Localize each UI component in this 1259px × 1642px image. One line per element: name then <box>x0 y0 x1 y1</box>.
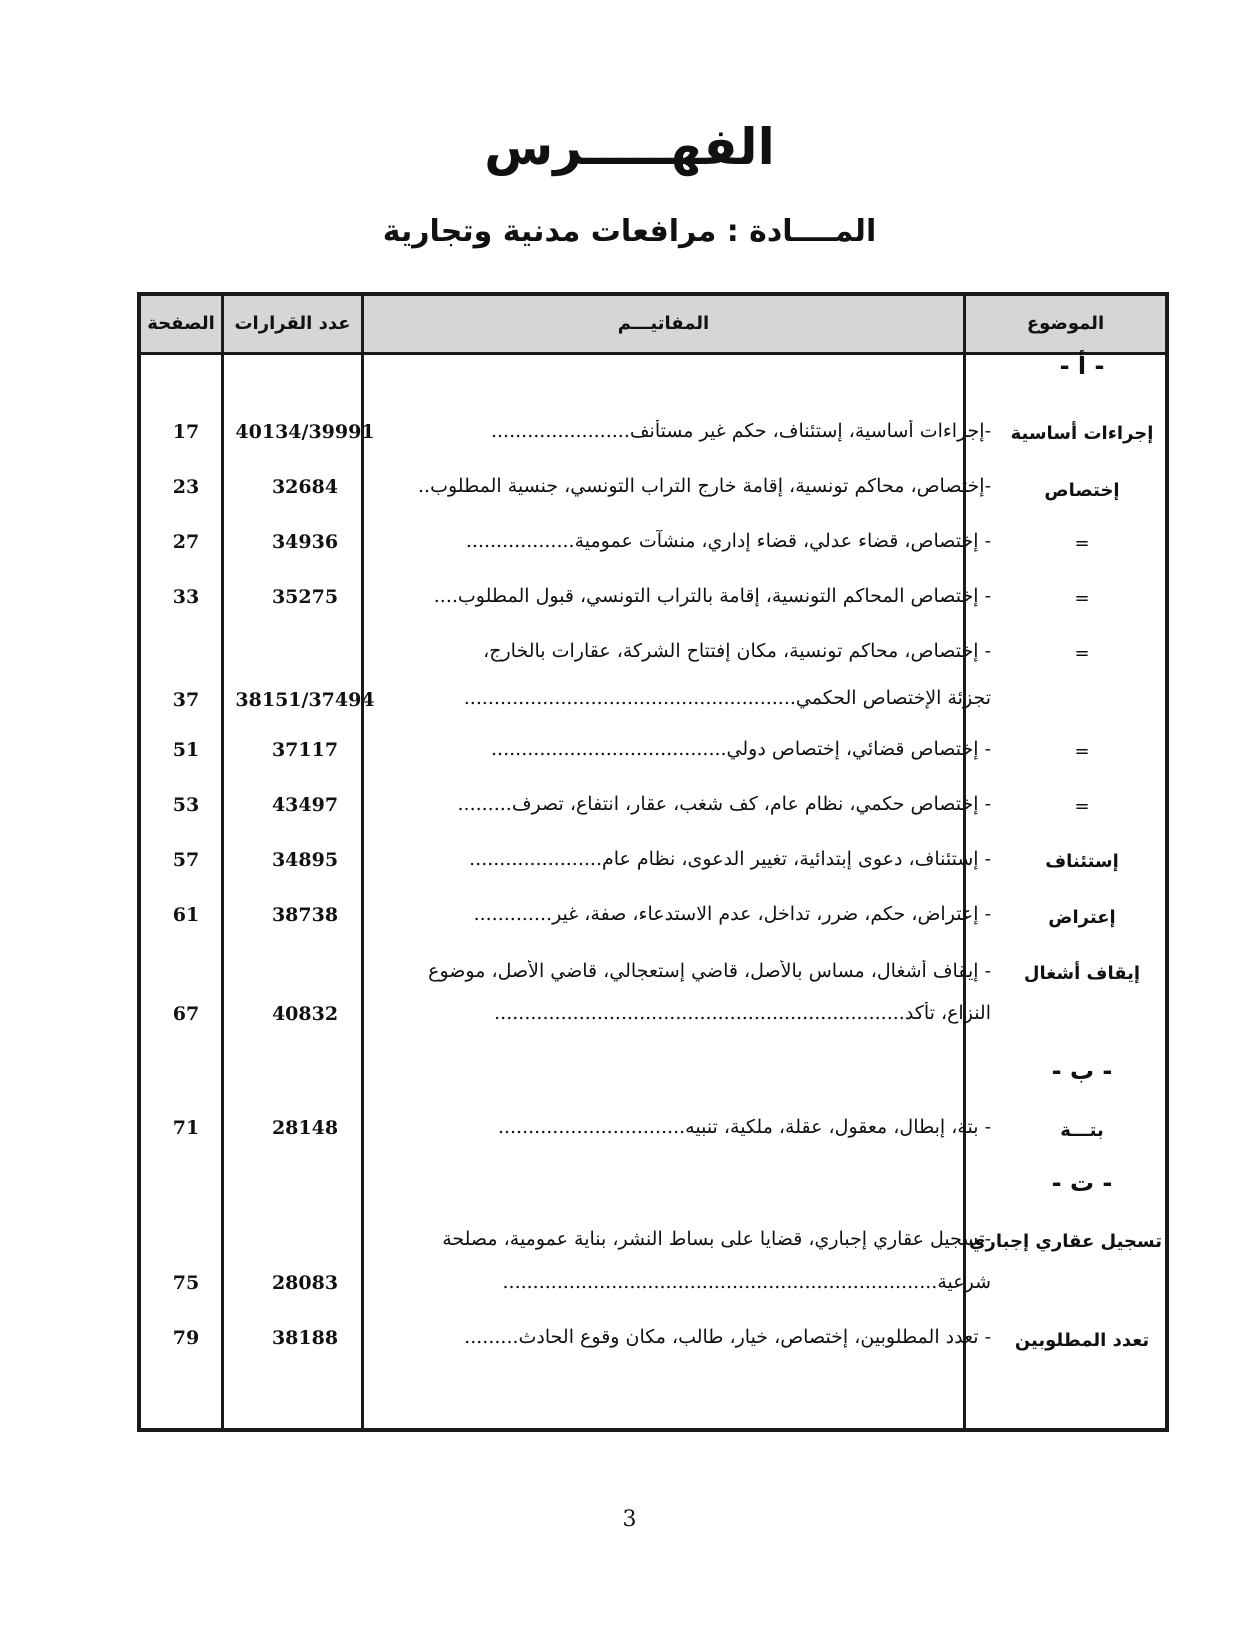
row-topic: إيقاف أشغال <box>1023 963 1141 984</box>
row-keywords-continued: النزاع، تأكد.................................................................... <box>494 1002 991 1024</box>
row-keywords: - إستئناف، دعوى إبتدائية، تغيير الدعوى، نظام عام...................... <box>469 848 991 870</box>
section-letter: - أ - <box>1059 352 1105 380</box>
row-count: 37117 <box>271 739 339 761</box>
header-page: الصفحة <box>147 313 215 334</box>
row-page: 61 <box>172 904 200 926</box>
row-page: 27 <box>172 531 200 553</box>
row-keywords: - إختصاص، قضاء عدلي، قضاء إداري، منشآت عمومية.................. <box>465 530 991 552</box>
row-count: 40832 <box>271 1003 339 1025</box>
row-count: 40134/39991 <box>235 421 375 443</box>
row-count: 28083 <box>271 1272 339 1294</box>
row-topic: = <box>1074 741 1090 762</box>
row-keywords-continued: تجزئة الإختصاص الحكمي....................................................... <box>463 687 991 709</box>
row-count: 38188 <box>271 1327 339 1349</box>
row-page: 17 <box>172 421 200 443</box>
row-keywords: - إختصاص قضائي، إختصاص دولي....................................... <box>491 738 991 760</box>
row-count: 43497 <box>271 794 339 816</box>
row-topic: = <box>1074 643 1090 664</box>
row-keywords: -تسجيل عقاري إجباري، قضايا على بساط النشر، بناية عمومية، مصلحة <box>442 1228 991 1250</box>
row-topic: بتـــة <box>1060 1120 1104 1141</box>
row-page: 33 <box>172 586 200 608</box>
row-page: 51 <box>172 739 200 761</box>
header-keywords: المفاتيـــم <box>617 313 710 334</box>
row-topic: = <box>1074 796 1090 817</box>
row-count: 28148 <box>271 1117 339 1139</box>
subject-heading: المــــادة : مرافعات مدنية وتجارية <box>382 214 877 249</box>
row-keywords: - بتة، إبطال، معقول، عقلة، ملكية، تنبيه............................... <box>497 1116 991 1138</box>
row-keywords: - إختصاص المحاكم التونسية، إقامة بالتراب التونسي، قبول المطلوب.... <box>433 585 991 607</box>
section-letter: - ب - <box>1051 1057 1113 1085</box>
row-keywords: - إعتراض، حكم، ضرر، تداخل، عدم الاستدعاء، صفة، غير............. <box>473 903 991 925</box>
row-page: 67 <box>172 1003 200 1025</box>
row-count: 35275 <box>271 586 339 608</box>
row-topic: إختصاص <box>1044 480 1120 501</box>
row-page: 53 <box>172 794 200 816</box>
row-count: 34895 <box>271 849 339 871</box>
row-topic: = <box>1074 588 1090 609</box>
row-keywords: - تعدد المطلوبين، إختصاص، خيار، طالب، مكان وقوع الحادث......... <box>464 1326 991 1348</box>
row-topic: إعتراض <box>1048 907 1116 928</box>
row-page: 37 <box>172 689 200 711</box>
row-count: 32684 <box>271 476 339 498</box>
row-count: 34936 <box>271 531 339 553</box>
row-page: 23 <box>172 476 200 498</box>
row-page: 79 <box>172 1327 200 1349</box>
row-count: 38738 <box>271 904 339 926</box>
header-topic: الموضوع <box>1026 313 1105 334</box>
row-keywords: - إيقاف أشغال، مساس بالأصل، قاضي إستعجالي، قاضي الأصل، موضوع <box>428 960 991 982</box>
row-count: 38151/37494 <box>235 689 375 711</box>
row-topic: تعدد المطلوبين <box>1014 1330 1150 1351</box>
row-keywords: - إختصاص، محاكم تونسية، مكان إفتتاح الشركة، عقارات بالخارج، <box>483 640 991 662</box>
row-page: 57 <box>172 849 200 871</box>
header-count: عدد القرارات <box>234 313 351 334</box>
row-page: 75 <box>172 1272 200 1294</box>
row-keywords: -إختصاص، محاكم تونسية، إقامة خارج التراب التونسي، جنسية المطلوب.. <box>418 475 991 497</box>
row-topic: إجراءات أساسية <box>1010 423 1154 444</box>
row-topic: تسجيل عقاري إجباري <box>969 1231 1162 1252</box>
page-title: الفهـــــرس <box>484 118 775 176</box>
row-keywords-continued: شرعية........................................................................ <box>502 1271 991 1293</box>
row-keywords: - إختصاص حكمي، نظام عام، كف شغب، عقار، انتفاع، تصرف......... <box>457 793 991 815</box>
row-page: 71 <box>172 1117 200 1139</box>
row-topic: = <box>1074 533 1090 554</box>
row-topic: إستئناف <box>1045 851 1119 872</box>
page-number: 3 <box>622 1507 637 1532</box>
section-letter: - ت - <box>1051 1169 1113 1197</box>
row-keywords: -إجراءات أساسية، إستئناف، حكم غير مستأنف....................... <box>490 420 991 442</box>
